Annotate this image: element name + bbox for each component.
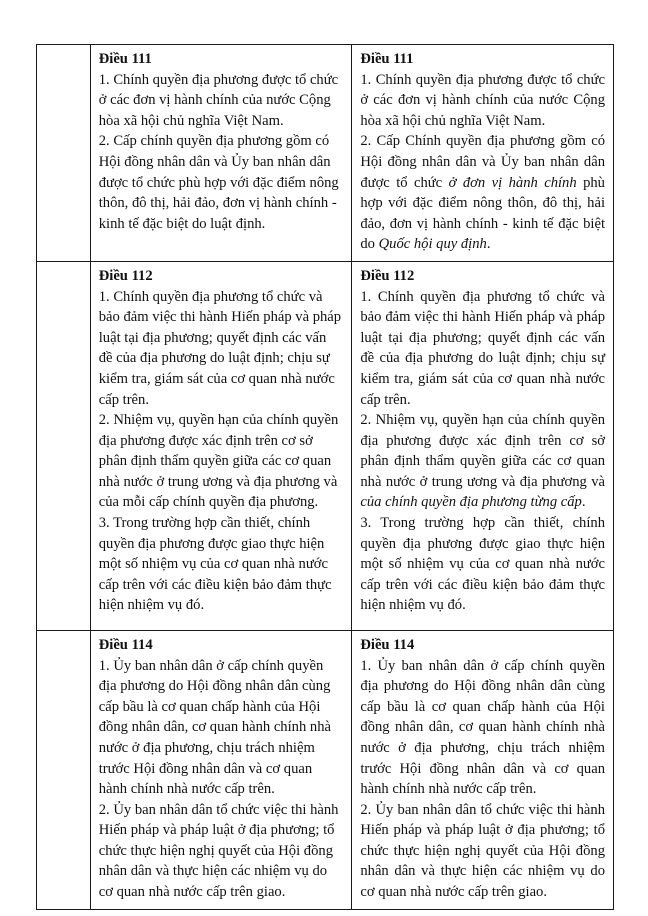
text-run: 2. Cấp Chính quyền địa phương gồm có Hội đồng nhân dân và Ủy ban nhân dân được tổ chức (360, 133, 605, 191)
article-heading: Điều 112 (98, 267, 153, 284)
text-run: phù hợp với đặc điểm nông thôn, đô thị, hải đảo, đơn vị hành chính - kinh tế đặc biệt do (360, 174, 605, 253)
current-text-cell (90, 630, 352, 909)
amended-text-run: Quốc hội quy định (378, 236, 487, 253)
article-heading: Điều 112 (360, 267, 415, 284)
article-paragraph: 1. Chính quyền địa phương được tổ chức ở các đơn vị hành chính của nước Cộng hòa xã hội chủ nghĩa Việt Nam. (360, 71, 605, 129)
amended-text-cell (352, 261, 614, 630)
article-paragraph: 3. Trong trường hợp cần thiết, chính quyền địa phương được giao thực hiện một số nhiệm vụ của cơ quan nhà nước cấp trên với các điều kiện bảo đảm thực hiện nhiệm vụ đó. (360, 515, 605, 614)
article-heading: Điều 114 (360, 636, 415, 653)
table-row (37, 45, 614, 262)
article-heading: Điều 114 (98, 636, 153, 653)
article-paragraph: 1. Chính quyền địa phương tổ chức và bảo đảm việc thi hành Hiến pháp và pháp luật tại địa phương; quyết định các vấn đề của địa phương do luật định; chịu sự kiểm tra, giám sát của cơ quan nhà nước cấp trên. (98, 288, 342, 408)
article-paragraph: 1. Chính quyền địa phương tổ chức và bảo đảm việc thi hành Hiến pháp và pháp luật tại địa phương; quyết định các vấn đề của địa phương do luật định; chịu sự kiểm tra, giám sát của cơ quan nhà nước cấp trên. (360, 288, 605, 408)
table-row (37, 630, 614, 909)
article-paragraph: 1. Chính quyền địa phương được tổ chức ở các đơn vị hành chính của nước Cộng hòa xã hội chủ nghĩa Việt Nam. (98, 71, 339, 129)
article-paragraph (360, 131, 605, 255)
amended-text-run: ở đơn vị hành chính (448, 174, 577, 191)
article-paragraph: 3. Trong trường hợp cần thiết, chính quyền địa phương được giao thực hiện một số nhiệm vụ của cơ quan nhà nước cấp trên với các điều kiện bảo đảm thực hiện nhiệm vụ đó. (98, 515, 332, 614)
row-number-cell (37, 630, 91, 909)
text-run: . (581, 494, 586, 511)
text-run: 2. Nhiệm vụ, quyền hạn của chính quyền địa phương được xác định trên cơ sở phân định thẩm quyền giữa các cơ quan nhà nước ở trung ương và địa phương và (360, 412, 605, 490)
table-row (37, 261, 614, 630)
article-paragraph: 2. Nhiệm vụ, quyền hạn của chính quyền địa phương được xác định trên cơ sở phân định thẩm quyền giữa các cơ quan nhà nước ở trung ương và địa phương và của mỗi cấp chính quyền địa phương. (98, 412, 339, 511)
article-paragraph: 2. Ủy ban nhân dân tổ chức việc thi hành Hiến pháp và pháp luật ở địa phương; tổ chức thực hiện nghị quyết của Hội đồng nhân dân và thực hiện các nhiệm vụ do cơ quan nhà nước cấp trên giao. (360, 801, 605, 901)
article-paragraph: 1. Ủy ban nhân dân ở cấp chính quyền địa phương do Hội đồng nhân dân cùng cấp bầu là cơ quan chấp hành của Hội đồng nhân dân, cơ quan hành chính nhà nước ở địa phương, chịu trách nhiệm trước Hội đồng nhân dân và cơ quan hành chính nhà nước cấp trên. (98, 657, 331, 798)
amended-text-cell (352, 630, 614, 909)
article-paragraph (360, 410, 605, 513)
current-text-cell (90, 261, 352, 630)
article-heading: Điều 111 (360, 51, 414, 67)
comparison-table (36, 44, 614, 910)
article-paragraph: 2. Ủy ban nhân dân tổ chức việc thi hành Hiến pháp và pháp luật ở địa phương; tổ chức thực hiện nghị quyết của Hội đồng nhân dân và thực hiện các nhiệm vụ do cơ quan nhà nước cấp trên giao. (98, 801, 339, 901)
amended-text-run: của chính quyền địa phương từng cấp (360, 494, 582, 511)
amended-text-cell (352, 45, 614, 262)
article-paragraph: 2. Cấp chính quyền địa phương gồm có Hội đồng nhân dân và Ủy ban nhân dân được tổ chức phù hợp với đặc điểm nông thôn, đô thị, hải đảo, đơn vị hành chính - kinh tế đặc biệt do luật định. (98, 133, 339, 232)
text-run: . (486, 236, 491, 253)
row-number-cell (37, 261, 91, 630)
current-text-cell (90, 45, 352, 262)
row-number-cell (37, 45, 91, 262)
article-heading: Điều 111 (98, 51, 152, 67)
article-paragraph: 1. Ủy ban nhân dân ở cấp chính quyền địa phương do Hội đồng nhân dân cùng cấp bầu là cơ quan chấp hành của Hội đồng nhân dân, cơ quan hành chính nhà nước ở địa phương, chịu trách nhiệm trước Hội đồng nhân dân và cơ quan hành chính nhà nước cấp trên. (360, 657, 605, 798)
